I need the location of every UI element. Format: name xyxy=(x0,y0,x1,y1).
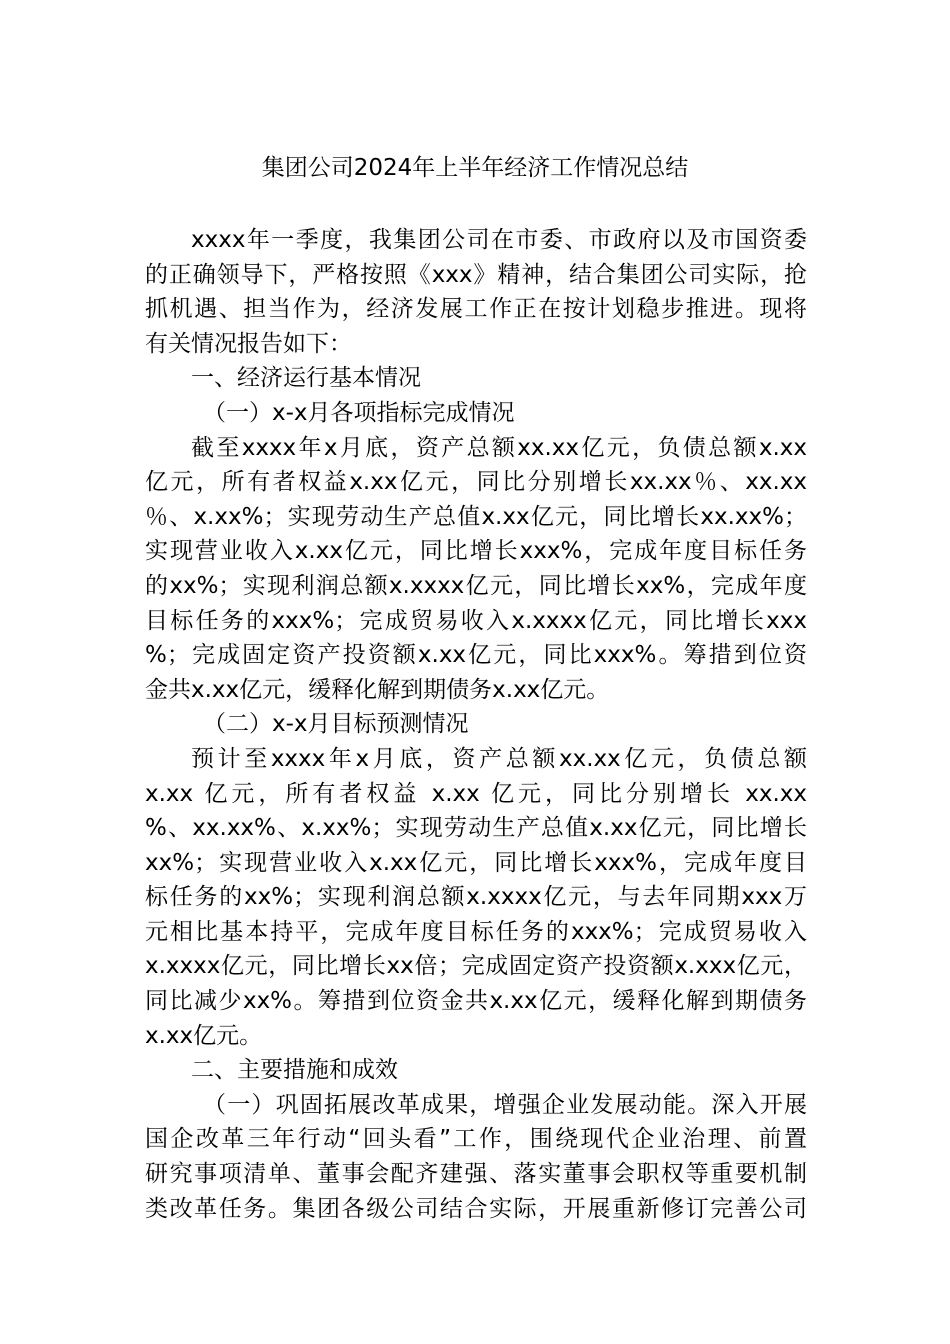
body-text-line: 金共x.xx亿元，缓释化解到期债务x.xx亿元。 xyxy=(145,676,610,703)
body-text-line: 截至xxxx年x月底，资产总额xx.xx亿元，负债总额x.xx xyxy=(191,434,807,461)
body-text-line: （一）巩固拓展改革成果，增强企业发展动能。深入开展 xyxy=(203,1091,807,1118)
body-text-line: %；完成固定资产投资额x.xx亿元，同比xxx%。筹措到位资 xyxy=(145,642,807,669)
body-text-line: （一）x-x月各项指标完成情况 xyxy=(203,399,515,426)
body-text-line: x.xx亿元。 xyxy=(145,1022,263,1049)
body-text-line: %、xx.xx%、x.xx%；实现劳动生产总值x.xx亿元，同比增长 xyxy=(145,815,807,842)
body-text-line: （二）x-x月目标预测情况 xyxy=(203,711,469,738)
body-text-line: ％、x.xx%；实现劳动生产总值x.xx亿元，同比增长xx.xx%； xyxy=(145,503,807,530)
body-text-line: 同比减少xx%。筹措到位资金共x.xx亿元，缓释化解到期债务 xyxy=(145,988,807,1015)
body-text-line: x.xxxx亿元，同比增长xx倍；完成固定资产投资额x.xxx亿元， xyxy=(145,953,807,980)
body-text-line: xxxx年一季度，我集团公司在市委、市政府以及市国资委 xyxy=(191,227,807,253)
body-text-line: 元相比基本持平，完成年度目标任务的xxx%；完成贸易收入 xyxy=(145,918,807,945)
body-text-line: 二、主要措施和成效 xyxy=(191,1057,398,1084)
body-text-line: 的xx%；实现利润总额x.xxxx亿元，同比增长xx%，完成年度 xyxy=(145,572,807,599)
body-text-line: 研究事项清单、董事会配齐建强、落实董事会职权等重要机制 xyxy=(145,1161,807,1188)
document-body xyxy=(145,223,807,1226)
body-text-line: 国企改革三年行动“回头看”工作，围绕现代企业治理、前置 xyxy=(145,1126,807,1153)
body-text-line: 的正确领导下，严格按照《xxx》精神，结合集团公司实际，抢 xyxy=(145,261,807,288)
body-text-line: 抓机遇、担当作为，经济发展工作正在按计划稳步推进。现将 xyxy=(145,296,807,323)
body-text-line: 标任务的xx%；实现利润总额x.xxxx亿元，与去年同期xxx万 xyxy=(145,884,807,911)
body-text-line: 有关情况报告如下： xyxy=(145,330,352,357)
body-text-line: 预计至xxxx年x月底，资产总额xx.xx亿元，负债总额 xyxy=(191,745,807,772)
body-text-line: 一、经济运行基本情况 xyxy=(191,365,421,392)
body-text-line: 实现营业收入x.xx亿元，同比增长xxx%，完成年度目标任务 xyxy=(145,538,807,565)
document-title: 集团公司2024年上半年经济工作情况总结 xyxy=(261,155,689,181)
body-text-line: xx%；实现营业收入x.xx亿元，同比增长xxx%，完成年度目 xyxy=(145,849,807,876)
body-text-line: 类改革任务。集团各级公司结合实际，开展重新修订完善公司 xyxy=(145,1195,807,1222)
body-text-line: 亿元，所有者权益x.xx亿元，同比分别增长xx.xx％、xx.xx xyxy=(145,469,807,496)
body-text-line: 目标任务的xxx%；完成贸易收入x.xxxx亿元，同比增长xxx xyxy=(145,607,807,634)
body-text-line: x.xx 亿元，所有者权益 x.xx 亿元，同比分别增长 xx.xx xyxy=(145,780,807,807)
